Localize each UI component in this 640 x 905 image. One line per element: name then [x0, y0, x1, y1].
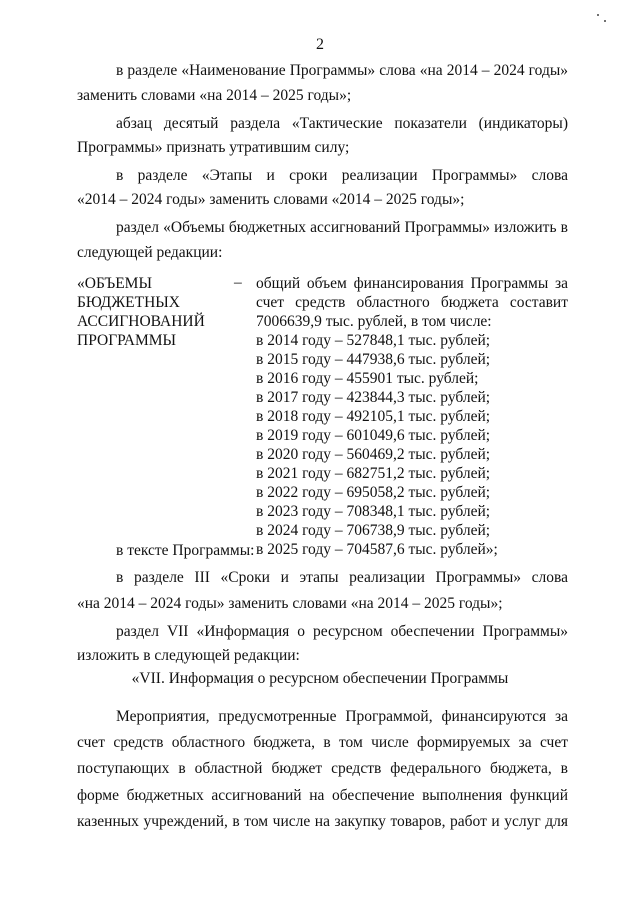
funding-intro-line: счет средств областного бюджета составит [256, 294, 568, 311]
paragraph-line: форме бюджетных ассигнований на обеспечение выполнения функций [77, 787, 568, 804]
budget-funding [256, 274, 568, 559]
funding-year-line: в 2020 году – 560469,2 тыс. рублей; [256, 446, 491, 463]
paragraph-line: изложить в следующей редакции: [77, 647, 300, 664]
funding-year-line: в 2016 году – 455901 тыс. рублей; [256, 370, 479, 387]
paragraph-line: поступающих в областной бюджет средств федерального бюджета, в [77, 760, 568, 777]
funding-year-line: в 2023 году – 708348,1 тыс. рублей; [256, 503, 491, 520]
paragraph-line: Мероприятия, предусмотренные Программой, финансируются за [116, 708, 568, 725]
paragraph-line: счет средств областного бюджета, в том числе формируемых за счет [77, 734, 568, 751]
paragraph-line: казенных учреждений, в том числе на закупку товаров, работ и услуг для [77, 813, 568, 830]
budget-label-line: АССИГНОВАНИЙ [77, 313, 205, 330]
funding-year-line: в 2025 году – 704587,6 тыс. рублей»; [256, 541, 498, 558]
funding-year-line: в 2014 году – 527848,1 тыс. рублей; [256, 332, 491, 349]
paragraph-line: раздел «Объемы бюджетных ассигнований Программы» изложить в [116, 219, 568, 236]
funding-year-line: в 2015 году – 447938,6 тыс. рублей; [256, 351, 491, 368]
budget-label [77, 274, 205, 350]
paragraph-line: Программы» признать утратившим силу; [77, 139, 350, 156]
paragraph-line: в тексте Программы: [116, 542, 255, 559]
funding-year-line: в 2017 году – 423844,3 тыс. рублей; [256, 389, 491, 406]
paragraph-line: «2014 – 2024 годы» заменить словами «2014 – 2025 годы»; [77, 191, 465, 208]
paragraph-line: следующей редакции: [77, 244, 223, 261]
budget-label-line: ПРОГРАММЫ [77, 332, 177, 349]
funding-year-line: в 2024 году – 706738,9 тыс. рублей; [256, 522, 491, 539]
paragraph-line: заменить словами «на 2014 – 2025 годы»; [77, 87, 352, 104]
scan-speck [597, 14, 599, 16]
budget-label-line: БЮДЖЕТНЫХ [77, 294, 180, 311]
budget-label-line: «ОБЪЕМЫ [77, 275, 152, 292]
budget-dash: – [234, 274, 242, 291]
paragraph-line: в разделе «Наименование Программы» слова «на 2014 – 2024 годы» [116, 62, 568, 79]
funding-intro-line: 7006639,9 тыс. рублей, в том числе: [256, 313, 492, 330]
paragraph-line: в разделе III «Сроки и этапы реализации Программы» слова [116, 569, 568, 586]
paragraph-line: в разделе «Этапы и сроки реализации Программы» слова [116, 167, 568, 184]
funding-year-line: в 2018 году – 492105,1 тыс. рублей; [256, 408, 491, 425]
funding-year-line: в 2019 году – 601049,6 тыс. рублей; [256, 427, 491, 444]
funding-year-line: в 2022 году – 695058,2 тыс. рублей; [256, 484, 491, 501]
paragraph-line: «на 2014 – 2024 годы» заменить словами «на 2014 – 2025 годы»; [77, 595, 503, 612]
scan-speck [604, 20, 606, 22]
paragraph-line: абзац десятый раздела «Тактические показатели (индикаторы) [116, 115, 568, 132]
funding-intro-line: общий объем финансирования Программы за [256, 275, 568, 292]
funding-year-line: в 2021 году – 682751,2 тыс. рублей; [256, 465, 491, 482]
section-title: «VII. Информация о ресурсном обеспечении Программы [131, 670, 509, 687]
page-number: 2 [316, 36, 324, 53]
paragraph-line: раздел VII «Информация о ресурсном обеспечении Программы» [116, 623, 568, 640]
